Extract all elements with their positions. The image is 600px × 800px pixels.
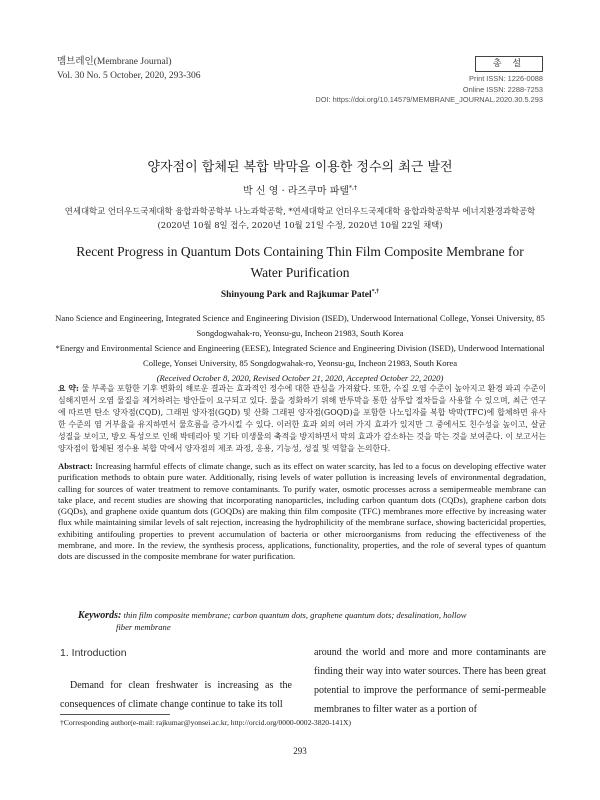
body-left-column: Demand for clean freshwater is increasing as the consequences of climate change continue to take its toll xyxy=(60,680,292,710)
english-abstract-label: Abstract: xyxy=(58,461,93,471)
english-affiliation-1: Nano Science and Engineering, Integrated Science and Engineering Division (ISED), Underwood International College, Yonsei University, 85 Songdogwahak-ro, Yeonsu-gu, Incheon 21983, South Korea xyxy=(55,313,545,338)
keywords-line-1: thin film composite membrane; carbon quantum dots, graphene quantum dots; desalination, hollow xyxy=(123,610,467,620)
section-heading: 1. Introduction xyxy=(60,647,127,659)
korean-author-marks: *,† xyxy=(349,184,357,192)
english-authors xyxy=(0,289,600,300)
english-abstract-text: Increasing harmful effects of climate change, such as its effect on water scarcity, has led to a focus on developing effective water purification methods to obtain pure water. Additionally, rising levels of water pollution is increasing levels of environmental degradation, calling for sources of water treatment to remove contaminants. To purify water, osmotic processes across a semipermeable membrane can take place, and recent studies are showing that incorporating nanoparticles, including carbon quantum dots (CQDs), graphene carbon dots (GQDs), and graphene oxide quantum dots (GOQDs) are making thin film composite (TFC) membranes more effective by increasing water flux while maintaining similar levels of salt rejection, increasing the hydrophilicity of the membrane surface, showing bactericidal properties, exhibiting antifouling properties to prevent accumulation of bacteria or other microorganisms from reducing the effectiveness of the membrane, and more. In the review, the synthesis process, applications, functionality, properties, and the role of several types of quantum dots are discussed in the composite membrane for water purification. xyxy=(58,461,546,562)
english-affiliations xyxy=(50,311,550,386)
korean-dates: (2020년 10월 8일 접수, 2020년 10월 21일 수정, 2020년 10월 22일 채택) xyxy=(157,220,443,230)
korean-affiliation-text: 연세대학교 언더우드국제대학 융합과학공학부 나노과학공학, *연세대학교 언더우드국제대학 융합과학공학부 에너지환경과학공학 xyxy=(64,206,536,216)
english-title: Recent Progress in Quantum Dots Containing Thin Film Composite Membrane for Water Purification xyxy=(76,244,524,280)
english-dates: (Received October 8, 2020, Revised October 21, 2020, Accepted October 22, 2020) xyxy=(156,373,444,383)
issn-block xyxy=(315,74,543,106)
doi-link[interactable]: DOI: https://doi.org/10.14579/MEMBRANE_JOURNAL.2020.30.5.293 xyxy=(315,95,543,104)
journal-header xyxy=(57,55,201,83)
korean-title: 양자점이 합체된 복합 박막을 이용한 정수의 최근 발전 xyxy=(147,160,453,175)
korean-abstract xyxy=(58,383,546,455)
korean-abstract-label: 요 약: xyxy=(58,384,79,393)
journal-name: 멤브레인(Membrane Journal) xyxy=(57,57,172,67)
english-affiliation-2: *Energy and Environmental Science and Engineering (EESE), Integrated Science and Engineering Division (ISED), Underwood International College, Yonsei University, 85 Songdogwahak-ro, Yeonsu-gu, Incheon 21983, South Korea xyxy=(55,343,545,368)
keywords-label: Keywords: xyxy=(78,610,122,621)
keywords xyxy=(78,610,548,633)
footnote-divider xyxy=(60,714,170,715)
footnote: †Corresponding author(e-mail: rajkumar@yonsei.ac.kr, http://orcid.org/0000-0002-3820-141X) xyxy=(60,718,352,727)
english-author-marks: *,† xyxy=(371,289,380,295)
print-issn: Print ISSN: 1226-0088 xyxy=(469,74,543,83)
korean-authors xyxy=(0,182,600,197)
online-issn: Online ISSN: 2288-7253 xyxy=(462,84,543,94)
english-author-names: Shinyoung Park and Rajkumar Patel xyxy=(220,290,372,301)
page-number: 293 xyxy=(293,746,307,756)
korean-abstract-text: 물 부족을 포함한 기후 변화의 해로운 결과는 효과적인 정수에 대한 관심을 가져왔다. 또한, 수질 오염 수준이 높아지고 환경 파괴 수준이 심해지면서 오염 물질을 제거하려는 방안들이 요구되고 있다. 물을 정화하기 위해 반투막을 통한 삼투압 절차들을 사용할 수 있으며, 최근 연구에 따르면 탄소 양자점(CQD), 그래핀 양자점(GQD) 및 산화 그래핀 양자점(GOQD)을 포함한 나노입자를 복합 박막(TFC)에 합체하면 유사한 수준의 염 거부율을 유지하면서 물흐름을 증가시킬 수 있다. 이러한 효과 외의 여러 가지 효과가 있지만 그 중에서도 친수성을 높이고, 살균 성질을 보이고, 방오 특성으로 인해 박테리아 및 기타 미생물의 축적을 방지하면서 막의 효과가 감소하는 것을 막는 것을 보여준다. 이 보고서는 양자점이 합체된 정수용 복합 막에서 양자점의 제조 과정, 응용, 기능성, 성질 및 역할을 논의한다. xyxy=(58,384,546,453)
article-type-badge: 총 설 xyxy=(475,56,543,72)
keywords-line-2: fiber membrane xyxy=(116,621,171,632)
korean-author-names: 박 신 영 · 라즈쿠마 파텔 xyxy=(243,186,350,197)
journal-issue: Vol. 30 No. 5 October, 2020, 293-306 xyxy=(57,71,201,81)
english-abstract xyxy=(58,461,546,563)
korean-affiliation xyxy=(0,204,600,232)
body-right-column: around the world and more and more contaminants are finding their way into water sources. There has been great potential to improve the performance of semi-permeable membranes to filter water as a portion of xyxy=(314,647,546,715)
